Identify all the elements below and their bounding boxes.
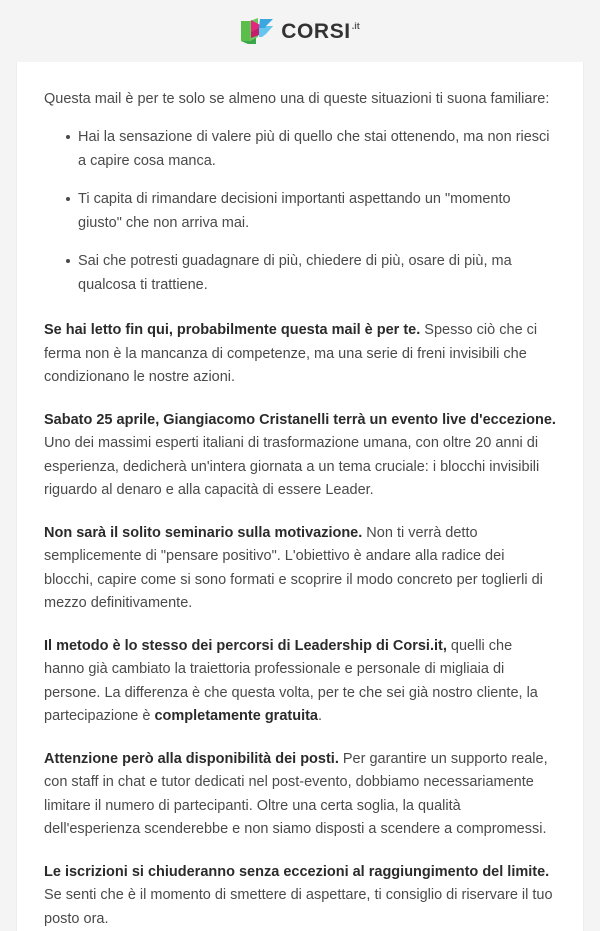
logo-tld-it: .it	[351, 20, 360, 31]
paragraph-method-leadership	[44, 635, 556, 729]
list-item-text: Ti capita di rimandare decisioni importanti aspettando un "momento giusto" che non arriva mai.	[78, 191, 511, 231]
list-item-text: Sai che potresti guadagnare di più, chiedere di più, osare di più, ma qualcosa ti trattiene.	[78, 253, 512, 293]
paragraph-rest: Per garantire un supporto reale, con staff in chat e tutor dedicati nel post-evento, dobbiamo necessariamente limitare il numero di partecipanti. Oltre una certa soglia, la qualità dell'esperienza scenderebbe e non siamo disposti a scendere a compromessi.	[44, 750, 548, 838]
email-header	[0, 0, 600, 62]
paragraph-rest: Se senti che è il momento di smettere di aspettare, ti consiglio di riservare il tuo posto ora.	[44, 887, 553, 927]
list-item	[44, 188, 556, 235]
paragraph-rest: Uno dei massimi esperti italiani di trasformazione umana, con oltre 20 anni di esperienza, dedicherà un'intera giornata a un tema cruciale: i blocchi invisibili riguardo al denaro e alla capacità di essere Leader.	[44, 435, 540, 499]
paragraph-lead-bold: Sabato 25 aprile, Giangiacomo Cristanelli terrà un evento live d'eccezione.	[44, 411, 556, 428]
paragraph-trail-bold: completamente gratuita	[154, 708, 319, 725]
corsi-wordmark	[281, 21, 360, 42]
paragraph-tail: .	[318, 708, 323, 725]
paragraph-not-usual-seminar	[44, 522, 556, 616]
list-item	[44, 250, 556, 297]
list-item-text: Hai la sensazione di valere più di quello che stai ottenendo, ma non riesci a capire cosa manca.	[78, 129, 550, 169]
intro-paragraph: Questa mail è per te solo se almeno una di queste situazioni ti suona familiare:	[44, 91, 550, 107]
situations-bullet-list	[44, 126, 556, 297]
paragraph-seat-availability	[44, 748, 556, 842]
paragraph-registration-closing	[44, 861, 556, 931]
paragraph-lead-bold: Le iscrizioni si chiuderanno senza eccezioni al raggiungimento del limite.	[44, 863, 550, 880]
logo-word-corsi: CORSI	[281, 19, 351, 43]
paragraph-rest: Non ti verrà detto semplicemente di "pensare positivo". L'obiettivo è andare alla radice dei blocchi, capire come si sono formati e scoprire il modo concreto per toglierli di mezzo definitivamente.	[44, 524, 543, 612]
list-item	[44, 126, 556, 173]
paragraph-lead-bold: Attenzione però alla disponibilità dei posti.	[44, 750, 339, 767]
bullet-dot-icon	[66, 135, 70, 139]
corsi-logo[interactable]	[240, 15, 360, 47]
bullet-dot-icon	[66, 197, 70, 201]
paragraph-lead-bold: Il metodo è lo stesso dei percorsi di Leadership di Corsi.it,	[44, 637, 447, 654]
paragraph-event-announcement	[44, 409, 556, 503]
paragraph-rest: Spesso ciò che ci ferma non è la mancanza di competenze, ma una serie di freni invisibili che condizionano le nostre azioni.	[44, 322, 538, 386]
email-body-card	[16, 62, 584, 931]
paragraph-lead-bold: Non sarà il solito seminario sulla motivazione.	[44, 524, 363, 541]
paragraph-hook	[44, 319, 556, 389]
bullet-dot-icon	[66, 259, 70, 263]
corsi-book-play-logo-icon	[240, 17, 274, 45]
paragraph-lead-bold: Se hai letto fin qui, probabilmente questa mail è per te.	[44, 322, 421, 339]
paragraph-rest: quelli che hanno già cambiato la traiettoria professionale e personale di migliaia di persone. La differenza è che questa volta, per te che sei già nostro cliente, la partecipazione è	[44, 637, 538, 725]
